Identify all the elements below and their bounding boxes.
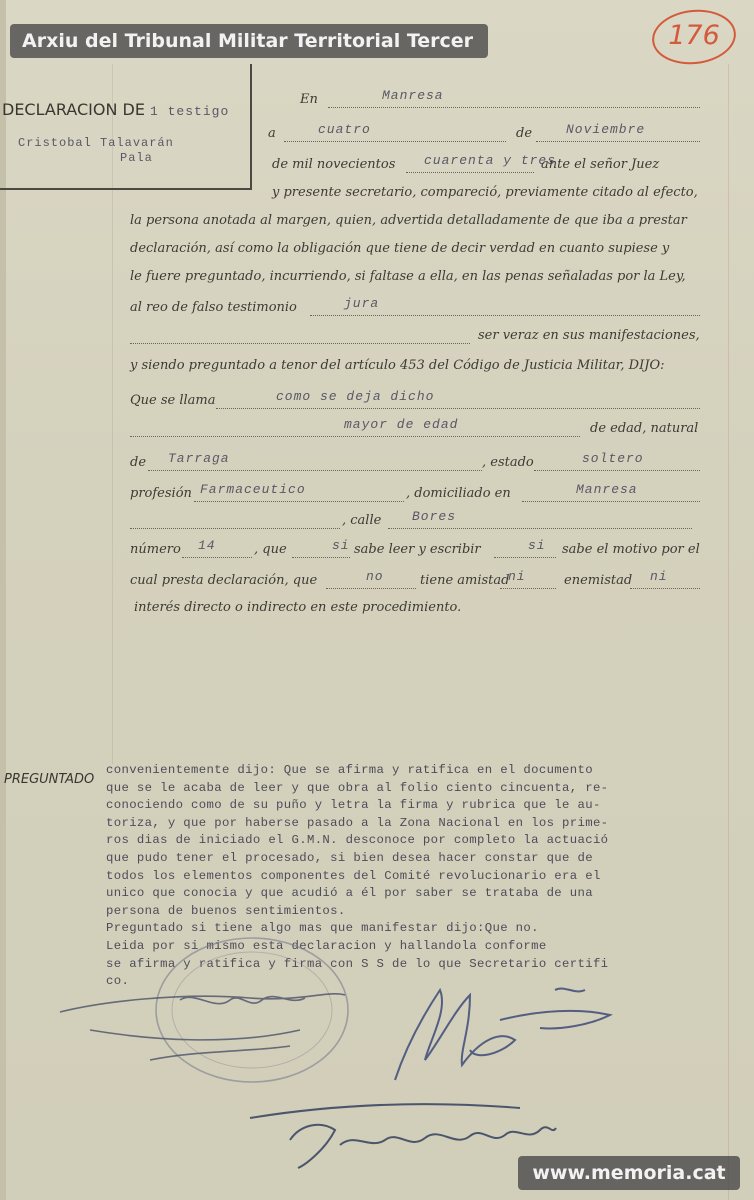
testimony-line: Leida por si mismo esta declaracion y hallandola conforme — [106, 938, 547, 953]
age-value: mayor de edad — [344, 417, 459, 432]
origin-value: Tarraga — [168, 451, 230, 466]
memoria-watermark: www.memoria.cat — [518, 1156, 740, 1190]
testimony-line: persona de buenos sentimientos. — [106, 903, 346, 918]
motive-value: si — [528, 538, 546, 553]
day-value: cuatro — [318, 122, 371, 137]
testimony-line: que se le acaba de leer y que obra al folio ciento cincuenta, re- — [106, 780, 609, 795]
testimony-line: todos los elementos componentes del Comité revolucionario era el — [106, 868, 601, 883]
friendship-value: no — [366, 569, 384, 584]
estado-value: soltero — [582, 451, 644, 466]
number-value: 14 — [198, 538, 216, 553]
enmity-value: ni — [508, 569, 526, 584]
name-value: como se deja dicho — [276, 389, 435, 404]
oath-value: jura — [344, 296, 380, 311]
signature-left — [60, 994, 345, 1060]
declaration-title: DECLARACION DE 1 testigo — [2, 100, 230, 119]
witness-surname: Pala — [120, 151, 153, 165]
official-stamp — [156, 938, 348, 1082]
signature-center — [395, 989, 610, 1080]
testimony-line: unico que conocia y que acudió a él por saber se trataba de una — [106, 886, 593, 901]
street-value: Bores — [412, 509, 457, 524]
folio-number: 176 — [668, 20, 720, 51]
year-value: cuarenta y tres — [424, 153, 557, 168]
testimony-line: Preguntado si tiene algo mas que manifestar dijo:Que no. — [106, 921, 539, 936]
testimony-line: conociendo como de su puño y letra la firma y rubrica que le au- — [106, 798, 601, 813]
profession-value: Farmaceutico — [200, 482, 306, 497]
month-value: Noviembre — [566, 122, 646, 137]
interest-value: ni — [650, 569, 668, 584]
testimony-line: co. — [106, 974, 130, 989]
testimony-line: que pudo tener el procesado, si bien desea hacer constar que de — [106, 850, 593, 865]
testimony-line: se afirma y ratifica y firma con S S de lo que Secretario certifi — [106, 956, 609, 971]
testimony-line: convenientemente dijo: Que se afirma y ratifica en el documento — [106, 763, 593, 777]
testimony-line: toriza, y que por haberse pasado a la Zona Nacional en los prime- — [106, 815, 609, 830]
signature-bottom — [250, 1104, 556, 1168]
place-value: Manresa — [382, 88, 444, 103]
testimony-line: ros dias de iniciado el G.M.N. desconoce por completo la actuació — [106, 833, 609, 848]
preguntado-label: PREGUNTADO — [4, 772, 95, 787]
witness-number: 1 testigo — [150, 104, 230, 119]
domicile-value: Manresa — [576, 482, 638, 497]
witness-name: Cristobal Talavarán — [18, 136, 174, 150]
read-write-value: si — [332, 538, 350, 553]
archive-banner: Arxiu del Tribunal Militar Territorial Tercer — [10, 24, 488, 58]
